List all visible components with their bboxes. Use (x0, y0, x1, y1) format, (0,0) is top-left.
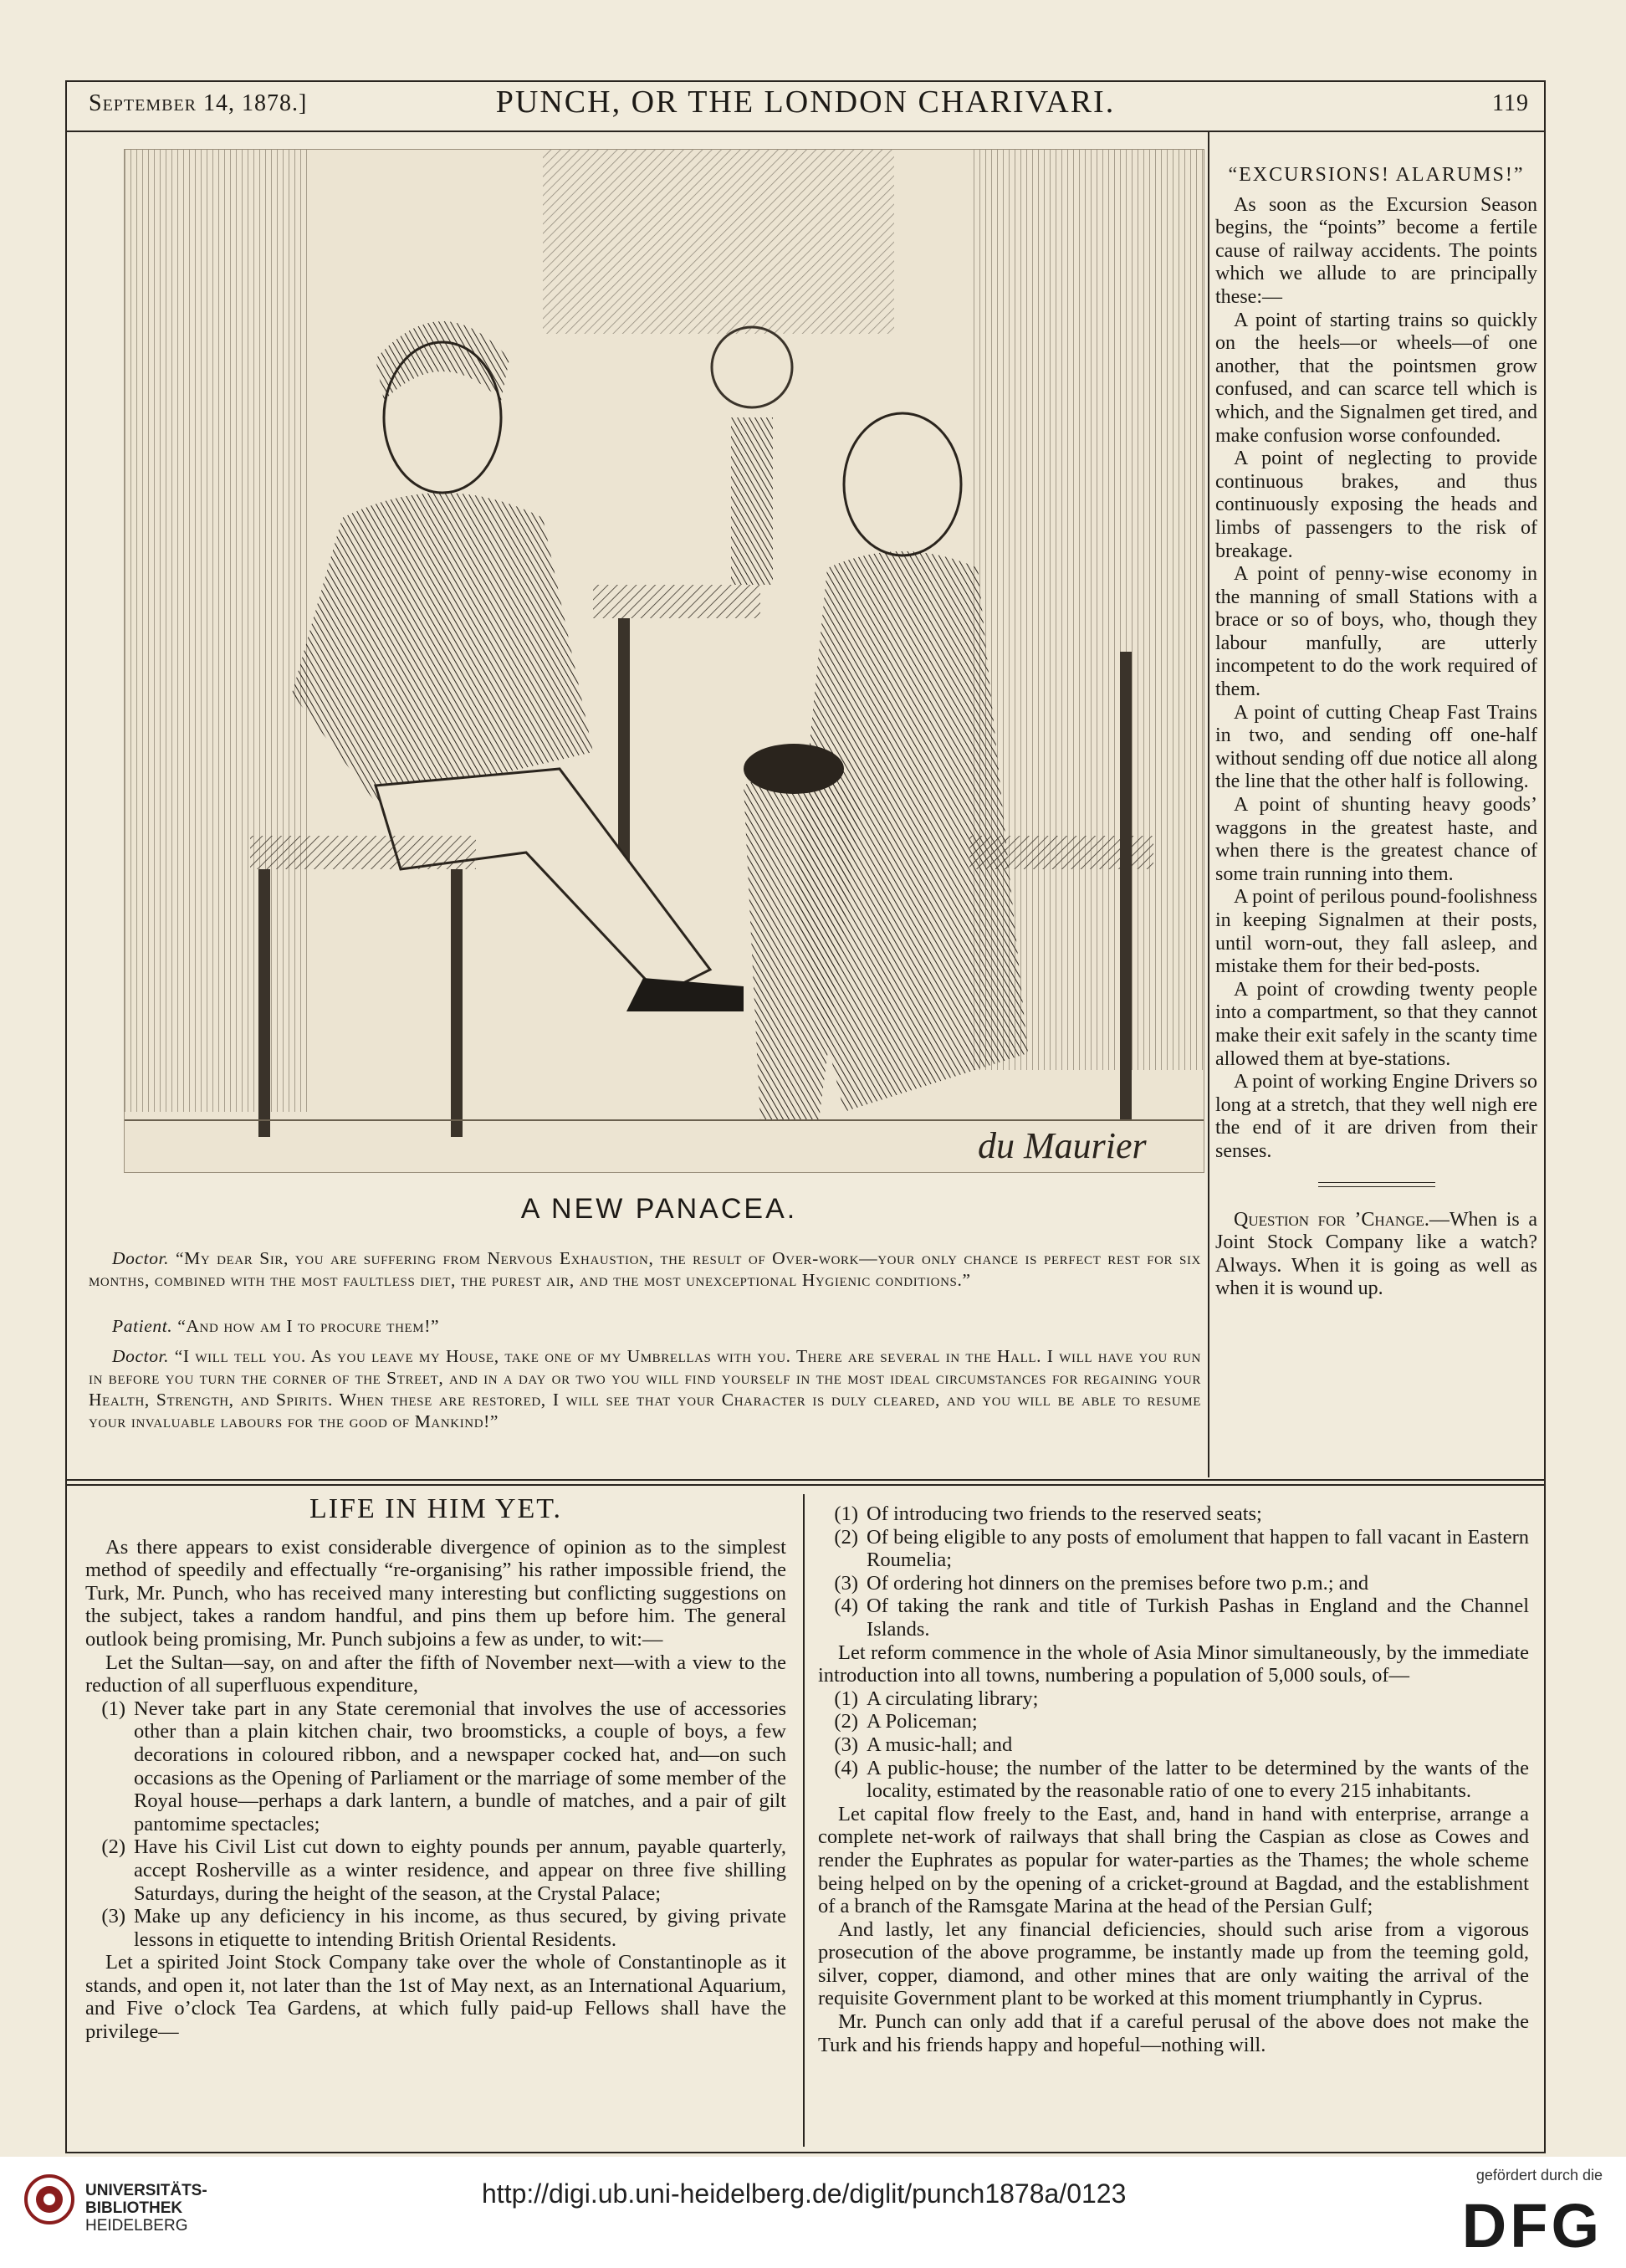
list-item: (2) Of being eligible to any posts of emolument that happen to fall vacant in Eastern Roumelia; (834, 1525, 1529, 1572)
cartoon-drawing (125, 150, 1204, 1172)
excursions-title: “EXCURSIONS! ALARUMS!” (1228, 164, 1525, 186)
list-item: (2) Have his Civil List cut down to eighty pounds per annum, payable quarterly, accept Rosherville as a winter residence, and appear on three five shilling Saturdays, during the height of the season, at the Crystal Palace; (101, 1835, 786, 1905)
speaker-patient: Patient. (112, 1316, 173, 1336)
newspaper-page (65, 80, 1546, 2153)
life-intro: As there appears to exist considerable divergence of opinion as to the simplest method of speedily and effectually “re-organising” his rather impossible friend, the Turk, Mr. Punch, who has received many interesting but conflicting suggestions on the subject, takes a random handful, and pins them up before him. The general outlook being promising, Mr. Punch subjoins a few as under, to wit:— (85, 1535, 786, 1651)
doctor-line-1: “My dear Sir, you are suffering from Nervous Exhaustion, the result of Over-work—your only chance is perfect rest for six months, combined with the most faultless diet, the purest air, and the most unexceptional Hygienic conditions.” (89, 1248, 1201, 1290)
header-date: September 14, 1878.] (89, 90, 308, 116)
life-p2: Let the Sultan—say, on and after the fifth of November next—with a view to the reduction of all superfluous expenditure, (85, 1651, 786, 1697)
life-p7: Mr. Punch can only add that if a careful perusal of the above does not make the Turk and his friends happy and hopeful—nothing will. (818, 2010, 1529, 2056)
question-lead: Question for ’Change. (1234, 1208, 1429, 1231)
list-item: (2) A Policeman; (834, 1710, 978, 1733)
question-text: —When is a Joint Stock Company like a watch? Always. When it is going as well as when it is wound up. (1215, 1208, 1538, 1300)
list-item: (1) Never take part in any State ceremonial that involves the use of accessories other than a plain kitchen chair, two broomsticks, a couple of boys, a few decorations in coloured ribbon, and a newspaper cocked hat, and—on such occasions as the Opening of Parliament or the marriage of some member of the Royal house—perhaps a dark lantern, a bundle of matches, and a pair of gilt pantomime spectacles; (101, 1697, 786, 1835)
header-title: PUNCH, OR THE LONDON CHARIVARI. (495, 84, 1116, 120)
cartoon-dialogue-doctor-2 (89, 1345, 1201, 1432)
life-p6: And lastly, let any financial deficiencies, should such arise from a vigorous prosecution of the above programme, be instantly made up from the teeming gold, silver, copper, diamond, and other mines that are only waiting the arrival of the requisite Government plant to be worked at this moment triumphantly in Cyprus. (818, 1917, 1529, 2010)
doctor-line-2: “I will tell you. As you leave my House, take one of my Umbrellas with you. There are several in the Hall. I will have you run in before you turn the corner of the Street, and in a day or two you will find yourself in the most ideal circumstances for regaining your Health, Strength, and Spirits. When these are restored, I will see that your Character is duly cleared, and you will be able to resume your invaluable labours for the good of Mankind!” (89, 1346, 1201, 1431)
excursions-para: A point of shunting heavy goods’ waggons in the greatest haste, and when there is the greatest chance of some train running into them. (1215, 794, 1537, 885)
life-p4: Let reform commence in the whole of Asia Minor simultaneously, by the immediate introduction into all towns, numbering a population of 5,000 souls, of— (818, 1641, 1529, 1687)
list-item: (4) A public-house; the number of the latter to be determined by the wants of the locality, estimated by the reasonable ratio of one to every 215 inhabitants. (834, 1756, 1529, 1803)
list-item: (1) A circulating library; (834, 1687, 1039, 1710)
excursions-para: As soon as the Excursion Season begins, the “points” become a fertile cause of railway accidents. The points which we allude to are principally these:— (1215, 193, 1537, 308)
life-p3: Let a spirited Joint Stock Company take over the whole of Constantinople as it stands, and open it, not later than the 1st of May next, as an International Aquarium, and Five o’clock Tea Gardens, at which fully paid-up Fellows shall have the privilege— (85, 1951, 786, 2044)
list-item: (3) A music-hall; and (834, 1733, 1013, 1756)
library-name: UNIVERSITÄTS- BIBLIOTHEK HEIDELBERG (85, 2182, 207, 2235)
list-item: (1) Of introducing two friends to the reserved seats; (834, 1503, 1262, 1525)
frame-left (65, 80, 67, 2153)
cartoon-dialogue-doctor-1 (89, 1247, 1201, 1291)
excursions-column (1215, 164, 1537, 1301)
cartoon-title: A NEW PANACEA. (520, 1193, 798, 1225)
section-separator (1318, 1182, 1435, 1187)
permalink-url[interactable]: http://digi.ub.uni-heidelberg.de/diglit/punch1878a/0123 (482, 2178, 1127, 2209)
patient-line: “And how am I to procure them!” (177, 1316, 440, 1336)
excursions-para: A point of penny-wise economy in the manning of small Stations with a brace or so of boys, who, though they labour manfully, are utterly incompetent to do the work required of them. (1215, 563, 1537, 701)
section-rule (65, 1479, 1546, 1481)
university-seal-icon (23, 2173, 75, 2225)
excursions-para: A point of working Engine Drivers so long at a stretch, that they well nigh ere the end of it are driven from their senses. (1215, 1071, 1537, 1162)
question-for-change (1215, 1209, 1537, 1301)
life-title: LIFE IN HIM YET. (309, 1493, 563, 1524)
life-in-him-yet-col-2 (818, 1503, 1529, 2056)
cartoon-dialogue-patient (89, 1315, 1201, 1337)
cartoon-illustration (124, 149, 1204, 1173)
list-item: (4) Of taking the rank and title of Turkish Pashas in England and the Channel Islands. (834, 1595, 1529, 1641)
digitization-footer (0, 2157, 1626, 2268)
excursions-para: A point of crowding twenty people into a compartment, so that they cannot make their exit safely in the scanty time allowed them at bye-stations. (1215, 978, 1537, 1070)
column-rule-bottom (803, 1494, 805, 2147)
frame-right (1544, 80, 1546, 2153)
excursions-para: A point of neglecting to provide continuous brakes, and thus continuously exposing the heads and limbs of passengers to the risk of breakage. (1215, 448, 1537, 562)
column-rule-top (1208, 132, 1209, 1477)
dfg-logo: DFG (1461, 2191, 1603, 2260)
excursions-para: A point of perilous pound-foolishness in keeping Signalmen at their posts, until worn-out, they fall asleep, and mistake them for their bed-posts. (1215, 886, 1537, 978)
page-number: 119 (1492, 90, 1529, 116)
funding-note: gefördert durch die (1475, 2167, 1603, 2184)
excursions-para: A point of starting trains so quickly on the heels—or wheels—of one another, that the pointsmen grow confused, and can scarce tell which is which, and the Signalmen get tired, and make confusion worse confounded. (1215, 309, 1537, 447)
list-item: (3) Make up any deficiency in his income, as thus secured, by giving private lessons in etiquette to intending British Oriental Residents. (101, 1905, 786, 1951)
frame-bottom (65, 2152, 1546, 2153)
speaker-doctor-2: Doctor. (112, 1346, 170, 1366)
speaker-doctor: Doctor. (112, 1248, 170, 1268)
excursions-para: A point of cutting Cheap Fast Trains in two, and sending off one-half without sending off due notice all along the line that the other half is following. (1215, 701, 1537, 793)
life-in-him-yet-col-1 (85, 1493, 786, 2044)
life-p5: Let capital flow freely to the East, and, hand in hand with enterprise, arrange a complete net-work of railways that shall bring the Caspian as close as Cowes and render the Euphrates as popular for water-parties as the Thames; the whole scheme being helped on by the opening of a cricket-ground at Bagdad, and the establishment of a branch of the Ramsgate Marina at the head of the Persian Gulf; (818, 1802, 1529, 1918)
header-rule (65, 131, 1546, 132)
frame-top (65, 80, 1546, 82)
list-item: (3) Of ordering hot dinners on the premises before two p.m.; and (834, 1571, 1369, 1595)
illustration-signature: du Maurier (978, 1125, 1147, 1166)
section-rule (65, 1484, 1546, 1486)
